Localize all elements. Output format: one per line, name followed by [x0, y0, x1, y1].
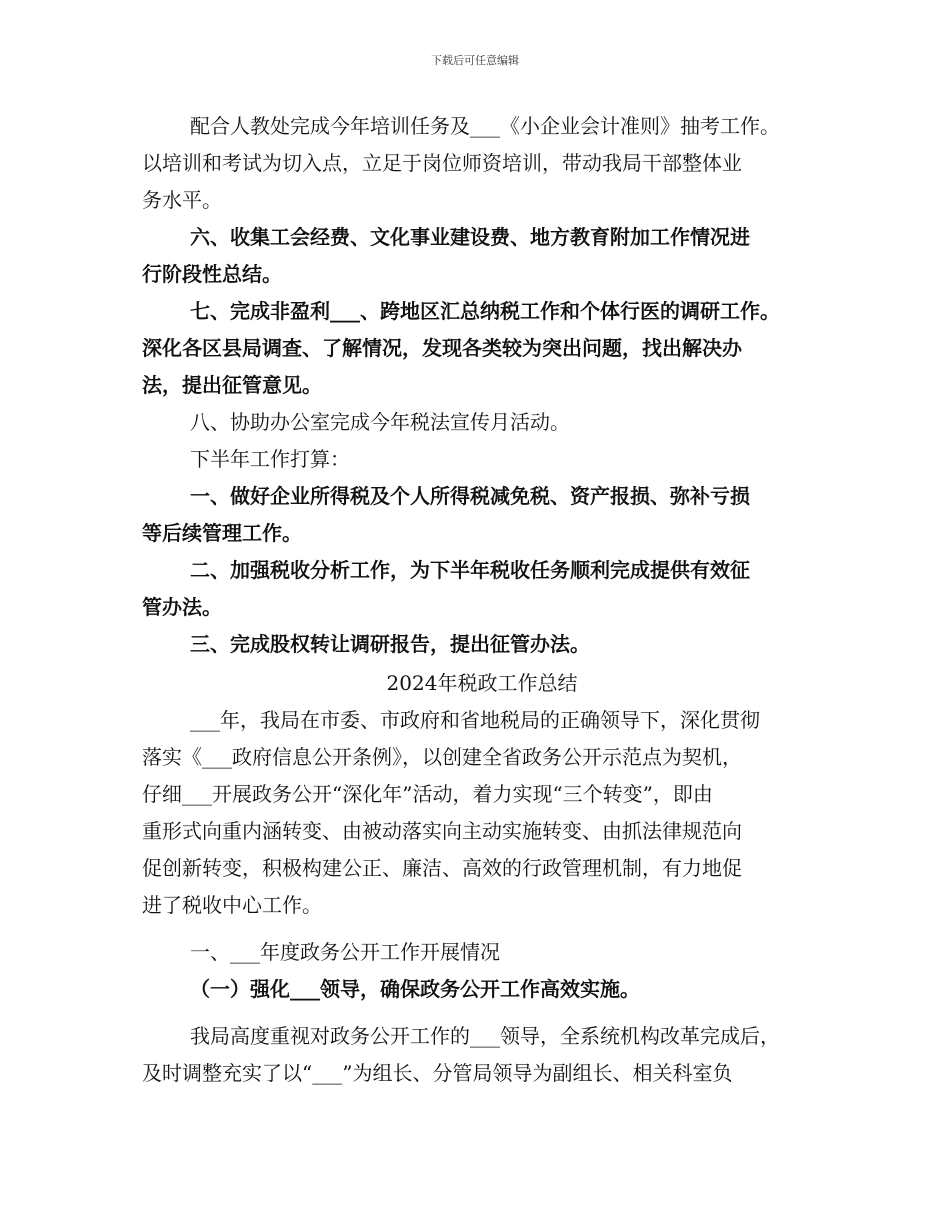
paragraph-line: 进了税收中心工作。 — [142, 893, 322, 917]
plan-item: 三、完成股权转让调研报告，提出征管办法。 — [190, 632, 590, 656]
paragraph-line: ___年，我局在市委、市政府和省地税局的正确领导下，深化贯彻 — [190, 708, 760, 732]
document-body — [142, 108, 822, 1092]
plan-item: 一、做好企业所得税及个人所得税减免税、资产报损、弥补亏损 — [190, 484, 750, 508]
paragraph-line: 仔细___开展政务公开“深化年”活动，着力实现“三个转变”，即由 — [142, 782, 713, 806]
section-heading: 七、完成非盈利___、跨地区汇总纳税工作和个体行医的调研工作。 — [190, 299, 780, 323]
paragraph-line: 以培训和考试为切入点，立足于岗位师资培训，带动我局干部整体业 — [142, 151, 742, 175]
plan-item: 管办法。 — [142, 595, 222, 619]
section-heading: 行阶段性总结。 — [142, 262, 282, 286]
paragraph-line: 配合人教处完成今年培训任务及___《小企业会计准则》抽考工作。 — [190, 114, 780, 138]
section-heading: 六、收集工会经费、文化事业建设费、地方教育附加工作情况进 — [190, 225, 750, 249]
paragraph-line: 重形式向重内涵转变、由被动落实向主动实施转变、由抓法律规范向 — [142, 819, 742, 843]
paragraph-line: 务水平。 — [142, 188, 222, 212]
paragraph-line: 我局高度重视对政务公开工作的___领导，全系统机构改革完成后， — [190, 1024, 780, 1048]
paragraph-line: 及时调整充实了以“___”为组长、分管局领导为副组长、相关科室负 — [142, 1061, 733, 1085]
section-heading: 一、___年度政务公开工作开展情况 — [190, 940, 500, 964]
paragraph-line: 八、协助办公室完成今年税法宣传月活动。 — [190, 410, 570, 434]
page-header: 下载后可任意编辑 — [431, 54, 519, 67]
subsection-heading: （一）强化___领导，确保政务公开工作高效实施。 — [190, 977, 640, 1001]
paragraph-line: 下半年工作打算： — [190, 447, 350, 471]
paragraph-line: 落实《___政府信息公开条例》，以创建全省政务公开示范点为契机， — [142, 745, 742, 769]
section-heading: 深化各区县局调查、了解情况，发现各类较为突出问题，找出解决办 — [142, 336, 742, 360]
paragraph-line: 促创新转变，积极构建公正、廉洁、高效的行政管理机制，有力地促 — [142, 856, 742, 880]
section-heading: 法，提出征管意见。 — [142, 373, 322, 397]
plan-item: 等后续管理工作。 — [142, 521, 302, 545]
document-title: 2024年税政工作总结 — [386, 671, 578, 695]
plan-item: 二、加强税收分析工作，为下半年税收任务顺利完成提供有效征 — [190, 558, 750, 582]
